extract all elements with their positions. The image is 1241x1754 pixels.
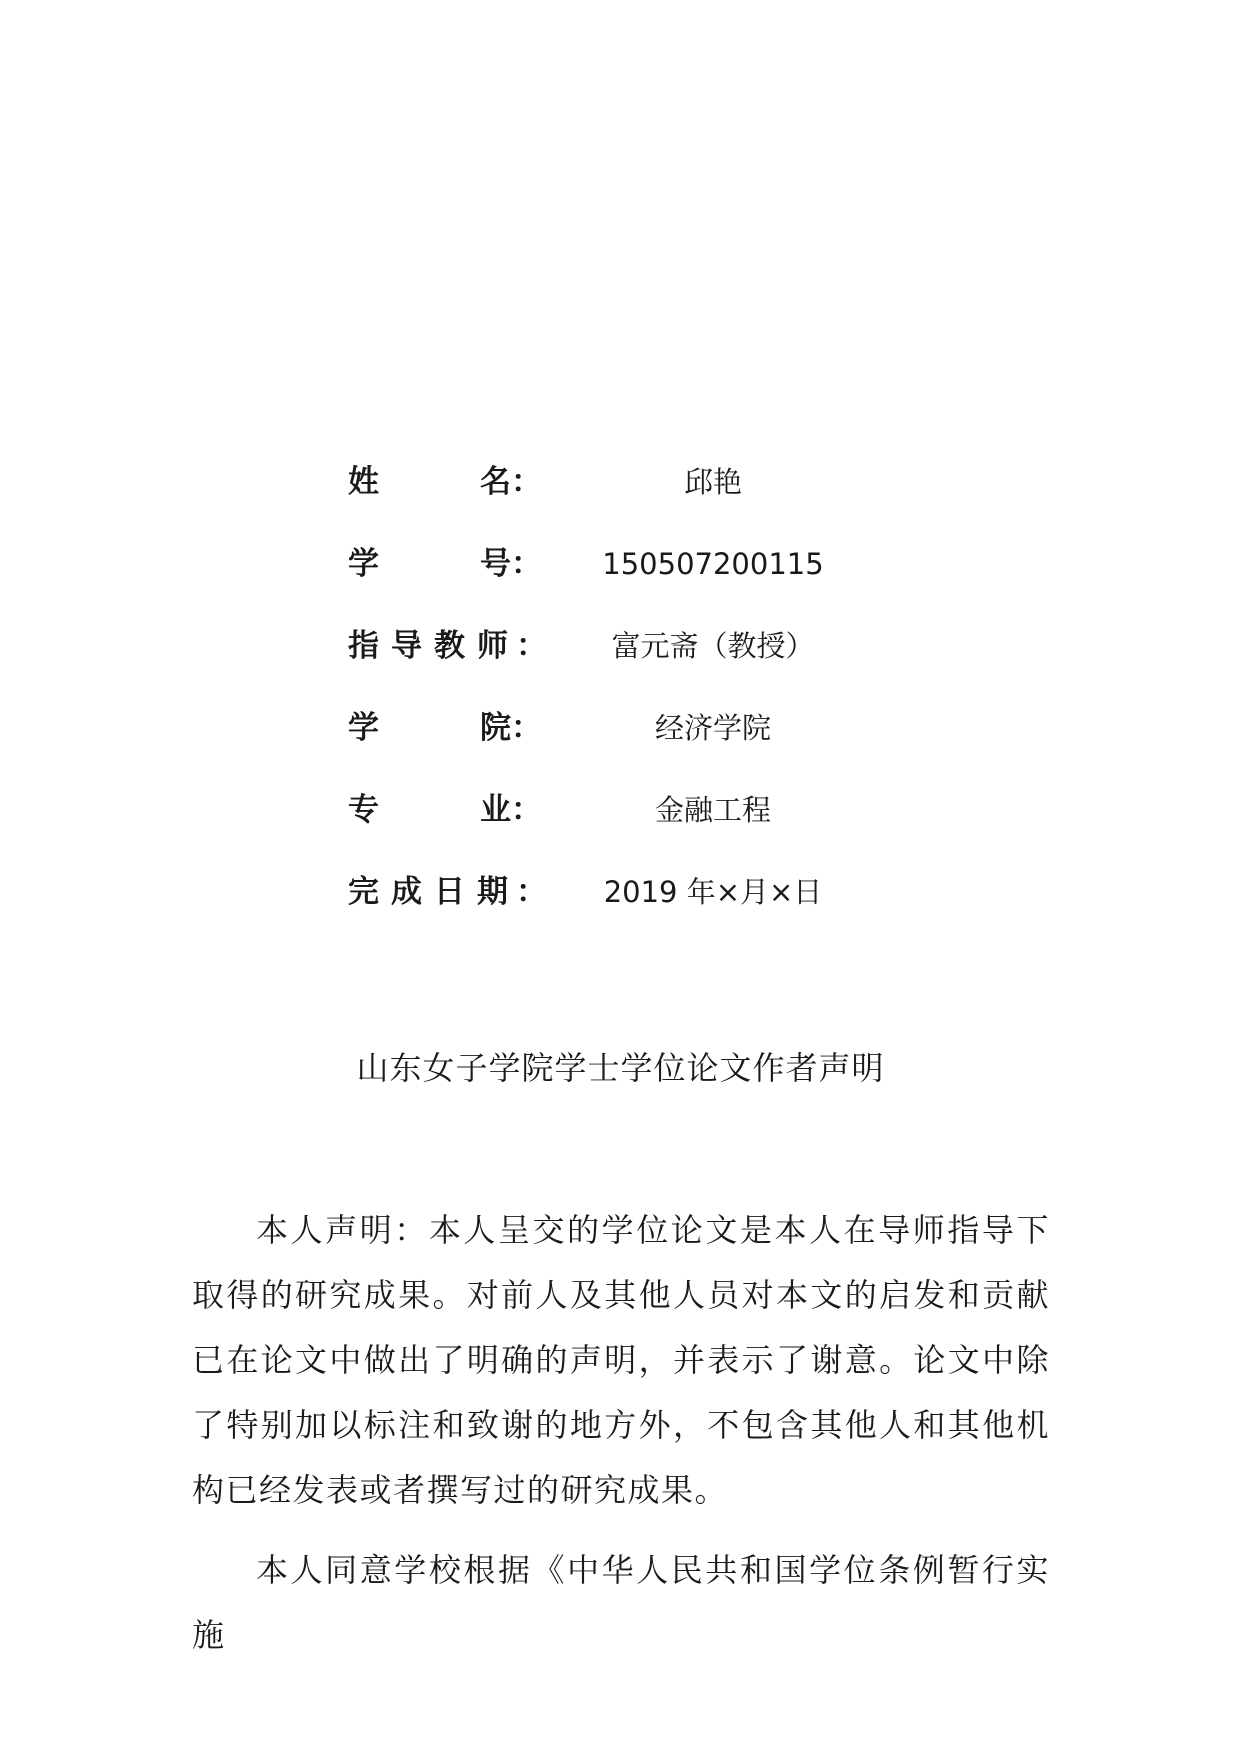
info-row-student-id bbox=[348, 544, 908, 626]
label-char: 业： bbox=[480, 792, 542, 828]
label-char: 日 bbox=[434, 874, 465, 910]
info-label-completion-date bbox=[348, 872, 547, 912]
info-value-advisor: 富元斋（教授） bbox=[611, 629, 815, 663]
info-row-completion-date bbox=[348, 872, 908, 954]
label-char: 完 bbox=[348, 874, 379, 910]
thesis-info-table bbox=[348, 462, 908, 954]
info-value-major: 金融工程 bbox=[654, 793, 771, 827]
info-row-major bbox=[348, 790, 908, 872]
info-row-name bbox=[348, 462, 908, 544]
info-label-name bbox=[348, 462, 542, 502]
info-value-completion-date: 2019 年×月×日 bbox=[603, 875, 823, 909]
info-label-college bbox=[348, 708, 542, 748]
label-char: 名： bbox=[480, 464, 542, 500]
info-value-student-id: 150507200115 bbox=[602, 547, 824, 581]
label-char: ： bbox=[516, 628, 547, 664]
label-char: 专 bbox=[348, 792, 379, 828]
label-char: 指 bbox=[348, 628, 379, 664]
label-char: 成 bbox=[391, 874, 422, 910]
info-label-major bbox=[348, 790, 542, 830]
info-value-name: 邱艳 bbox=[683, 465, 742, 499]
declaration-title: 山东女子学院学士学位论文作者声明 bbox=[356, 1049, 885, 1087]
declaration-paragraph-2: 本人同意学校根据《中华人民共和国学位条例暂行实施 bbox=[192, 1551, 1050, 1654]
label-char: 学 bbox=[348, 546, 379, 582]
info-value-college: 经济学院 bbox=[654, 711, 771, 745]
info-row-college bbox=[348, 708, 908, 790]
info-label-advisor bbox=[348, 626, 547, 666]
label-char: 师 bbox=[477, 628, 508, 664]
label-char: 号： bbox=[480, 546, 542, 582]
label-char: 导 bbox=[391, 628, 422, 664]
label-char: 姓 bbox=[348, 464, 379, 500]
info-row-advisor bbox=[348, 626, 908, 708]
label-char: 教 bbox=[434, 628, 465, 664]
info-label-student-id bbox=[348, 544, 542, 584]
label-char: 院： bbox=[480, 710, 542, 746]
label-char: ： bbox=[516, 874, 547, 910]
label-char: 学 bbox=[348, 710, 379, 746]
label-char: 期 bbox=[477, 874, 508, 910]
declaration-paragraph-1: 本人声明：本人呈交的学位论文是本人在导师指导下取得的研究成果。对前人及其他人员对本文的启发和贡献已在论文中做出了明确的声明，并表示了谢意。论文中除了特别加以标注和致谢的地方外，不包含其他人和其他机构已经发表或者撰写过的研究成果。 bbox=[192, 1211, 1050, 1509]
